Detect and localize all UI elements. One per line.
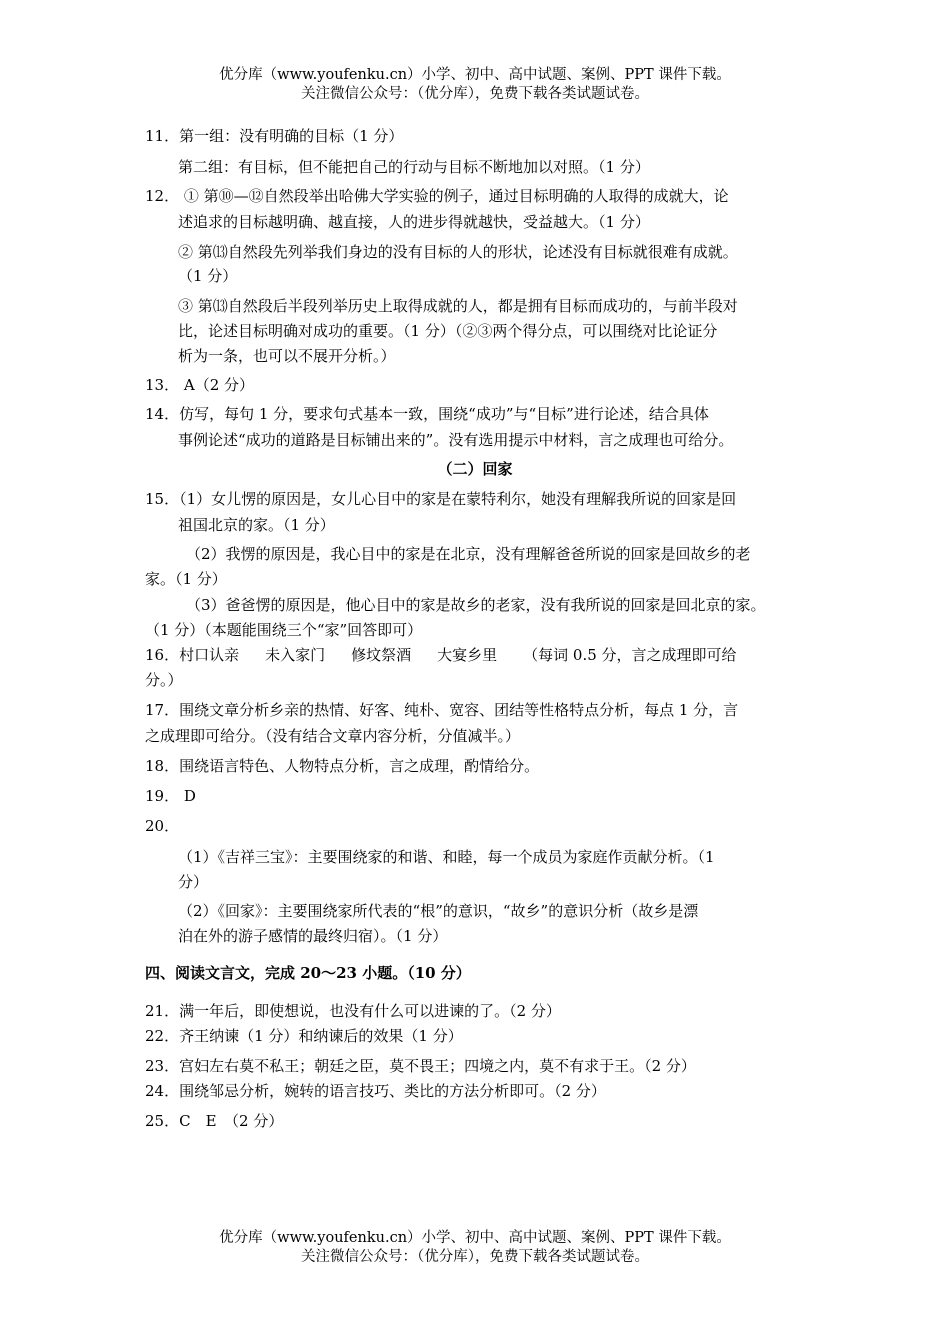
answer-12-line-7: 析为一条，也可以不展开分析。） (178, 347, 396, 365)
answer-16-item: 大宴乡里 (437, 646, 498, 664)
section-title-wenyanwen: 四、阅读文言文，完成 20～23 小题。（10 分） (145, 964, 471, 982)
answer-16-item: 修坟祭酒 (351, 646, 412, 664)
answer-22: 22．齐王纳谏（1 分）和纳谏后的效果（1 分） (145, 1027, 463, 1045)
answer-11-line-1: 11．第一组：没有明确的目标（1 分） (145, 127, 404, 145)
answer-24: 24．围绕邹忌分析，婉转的语言技巧、类比的方法分析即可。（2 分） (145, 1082, 606, 1100)
answer-15-line-5: （3）爸爸愣的原因是，他心目中的家是故乡的老家，没有我所说的回家是回北京的家。 (186, 596, 766, 614)
answer-15-line-3: （2）我愣的原因是，我心目中的家是在北京，没有理解爸爸所说的回家是回故乡的老 (186, 545, 751, 563)
answer-17-line-2: 之成理即可给分。（没有结合文章内容分析，分值减半。） (145, 727, 521, 745)
answer-20-line-3: （2）《回家》：主要围绕家所代表的“根”的意识，“故乡”的意识分析（故乡是漂 (178, 902, 699, 920)
footer-line-1: 优分库（www.youfenku.cn）小学、初中、高中试题、案例、PPT 课件下载。 (219, 1230, 731, 1246)
header-line-1: 优分库（www.youfenku.cn）小学、初中、高中试题、案例、PPT 课件下载。 (219, 67, 731, 83)
answer-12-line-6: 比，论述目标明确对成功的重要。（1 分）（②③两个得分点，可以围绕对比论证分 (178, 322, 718, 340)
answer-12-line-2: 述追求的目标越明确、越直接，人的进步得就越快，受益越大。（1 分） (178, 213, 650, 231)
answer-23: 23．宫妇左右莫不私王；朝廷之臣，莫不畏王；四境之内，莫不有求于王。（2 分） (145, 1057, 696, 1075)
page-footer (0, 1229, 950, 1267)
answer-20-line-4: 泊在外的游子感情的最终归宿）。（1 分） (178, 927, 448, 945)
answer-19: 19． D (145, 787, 196, 805)
answer-15-line-4: 家。（1 分） (145, 570, 227, 588)
footer-line-2: 关注微信公众号：（优分库），免费下载各类试题试卷。 (301, 1249, 649, 1265)
answer-16-item: 未入家门 (265, 646, 326, 664)
answer-14-line-1: 14．仿写，每句 1 分，要求句式基本一致，围绕“成功”与“目标”进行论述，结合具体 (145, 405, 709, 423)
answer-16-item: 村口认亲 (179, 646, 240, 664)
answer-15-line-2: 祖国北京的家。（1 分） (178, 516, 335, 534)
answer-11-line-2: 第二组：有目标，但不能把自己的行动与目标不断地加以对照。（1 分） (178, 158, 650, 176)
answer-12-line-3: ② 第⒀自然段先列举我们身边的没有目标的人的形状，论述没有目标就很难有成就。 (178, 243, 738, 261)
answer-16-number: 16． (145, 646, 180, 664)
answer-17-line-1: 17．围绕文章分析乡亲的热情、好客、纯朴、宽容、团结等性格特点分析，每点 1 分，言 (145, 701, 739, 719)
answer-16-line-1 (145, 645, 737, 665)
header-line-2: 关注微信公众号：（优分库），免费下载各类试题试卷。 (301, 86, 649, 102)
answer-16-line-2: 分。） (145, 671, 183, 689)
answer-16-note: （每词 0.5 分，言之成理即可给 (523, 646, 737, 664)
answer-25: 25．C E （2 分） (145, 1112, 284, 1130)
answer-18: 18．围绕语言特色、人物特点分析，言之成理，酌情给分。 (145, 757, 540, 775)
answer-20-line-1: （1）《吉祥三宝》：主要围绕家的和谐、和睦，每一个成员为家庭作贡献分析。（1 (178, 848, 715, 866)
answer-21: 21．满一年后，即使想说，也没有什么可以进谏的了。（2 分） (145, 1002, 561, 1020)
answer-12-line-5: ③ 第⒀自然段后半段列举历史上取得成就的人，都是拥有目标而成功的，与前半段对 (178, 297, 738, 315)
answer-15-line-1: 15．（1）女儿愣的原因是，女儿心目中的家是在蒙特利尔，她没有理解我所说的回家是回 (145, 490, 737, 508)
answer-12-line-1: 12． ① 第⑩—⑫自然段举出哈佛大学实验的例子，通过目标明确的人取得的成就大，论 (145, 187, 729, 205)
page-header (0, 66, 950, 104)
section-title-huijia: （二）回家 (437, 460, 513, 478)
answer-20-number: 20． (145, 817, 180, 835)
answer-12-line-4: （1 分） (178, 267, 238, 285)
answer-14-line-2: 事例论述“成功的道路是目标铺出来的”。没有选用提示中材料，言之成理也可给分。 (178, 431, 734, 449)
answer-20-line-2: 分） (178, 873, 209, 891)
answer-15-line-6: （1 分）（本题能围绕三个“家”回答即可） (145, 621, 423, 639)
answer-13: 13． A（2 分） (145, 376, 254, 394)
